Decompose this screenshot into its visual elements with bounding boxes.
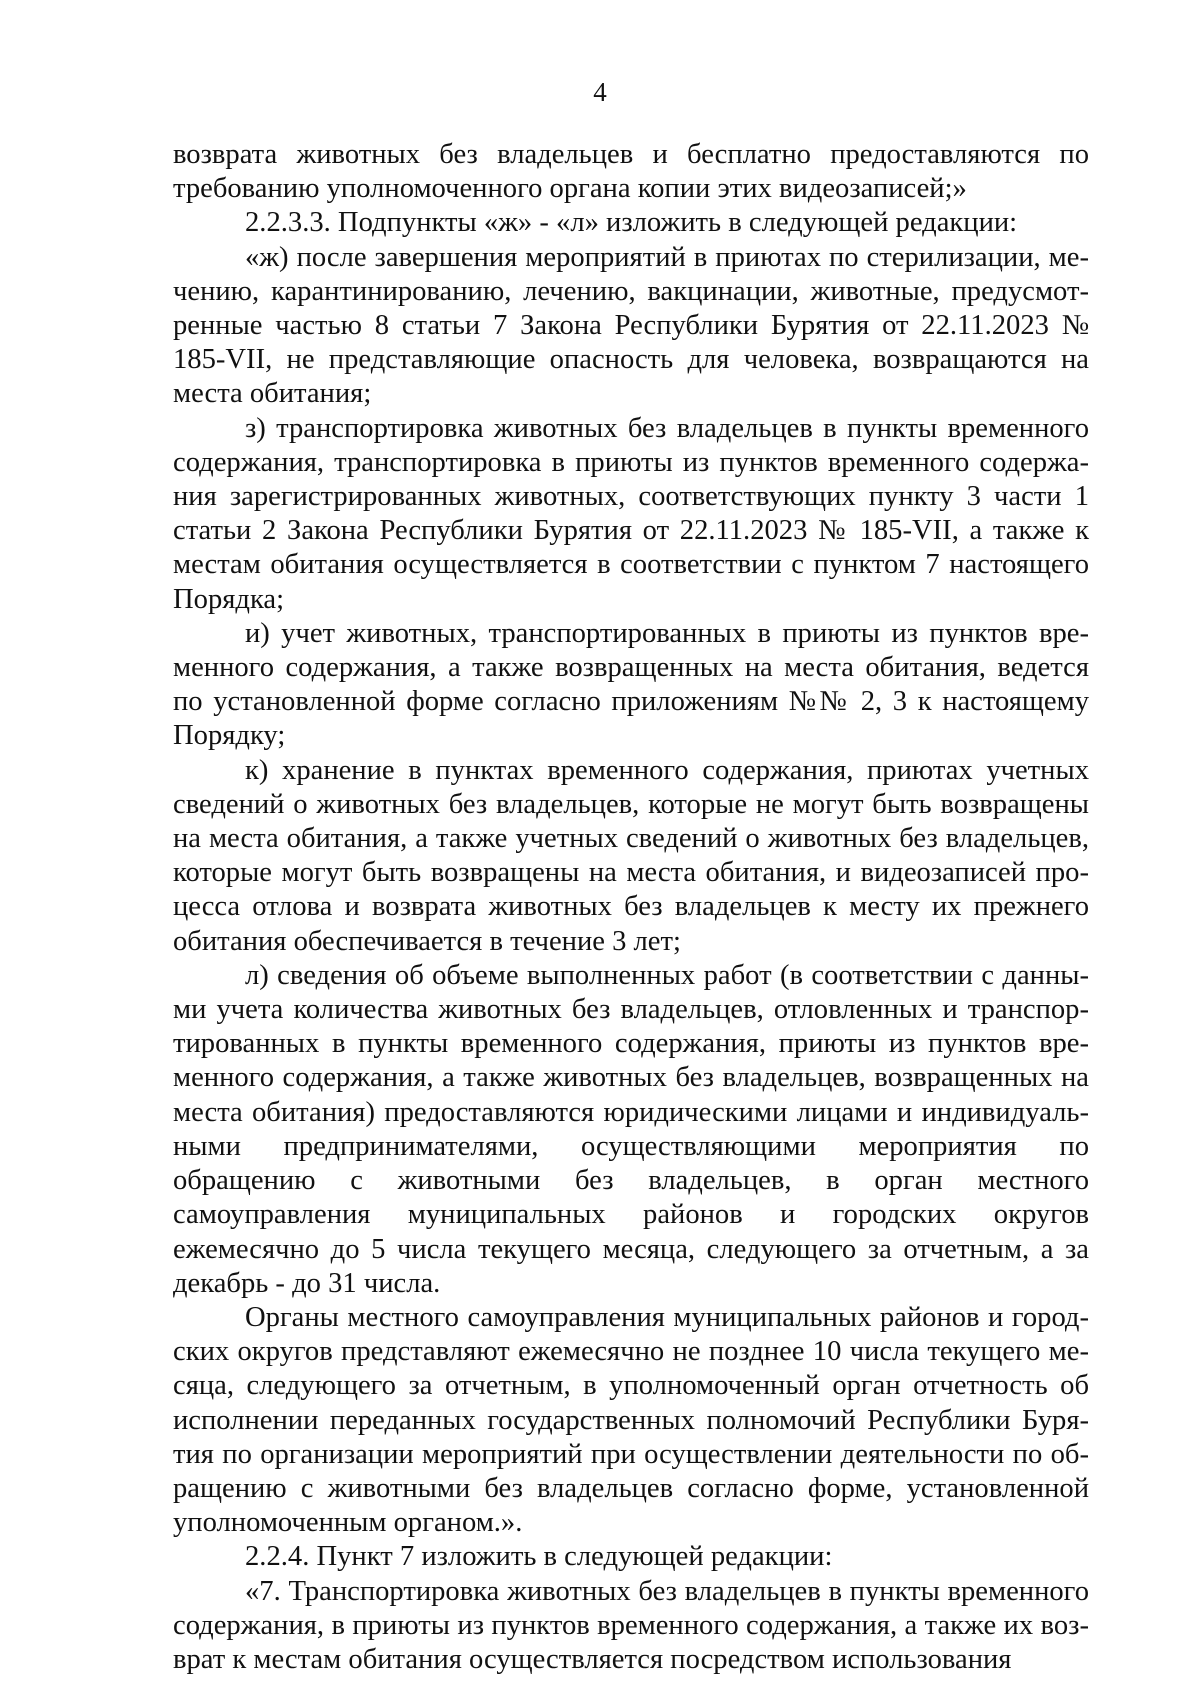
paragraph: 2.2.3.3. Подпункты «ж» - «л» изложить в следующей редакции: bbox=[245, 207, 1018, 239]
paragraph: з) транспортировка животных без владельцев в пункты временного содержания, транспортировка в приюты из пунктов временного содержания зарегистрированных животных, соответствующих пункту 3 части 1 статьи 2 Закона Республики Бурятия от 22.11.2023 № 185-VII, а также к местам обитания осуществляется в соответствии с пунктом 7 настоящего Порядка; bbox=[173, 412, 1089, 615]
paragraph: Органы местного самоуправления муниципальных районов и городских округов представляют ежемесячно не позднее 10 числа текущего месяца, следующего за отчетным, в уполномоченный орган отчетность об исполнении переданных государственных полномочий Республики Бурятия по организации мероприятий при осуществлении деятельности по обращению с животными без владельцев согласно форме, установленной уполномоченным органом.». bbox=[173, 1301, 1089, 1539]
document-body bbox=[173, 138, 1089, 1677]
paragraph: «7. Транспортировка животных без владельцев в пункты временного содержания, в приюты из пунктов временного содержания, а также их возврат к местам обитания осуществляется посредством использования bbox=[173, 1575, 1089, 1675]
paragraph: 2.2.4. Пункт 7 изложить в следующей редакции: bbox=[245, 1541, 833, 1573]
paragraph: л) сведения об объеме выполненных работ (в соответствии с данными учета количества животных без владельцев, отловленных и транспортированных в пункты временного содержания, приюты из пунктов временного содержания, а также животных без владельцев, возвращенных на места обитания) предоставляются юридическими лицами и индивидуальными предпринимателями, осуществляющими мероприятия по обращению с животными без владельцев, в орган местного самоуправления муниципальных районов и городских округов ежемесячно до 5 числа текущего месяца, следующего за отчетным, а за декабрь - до 31 числа. bbox=[173, 959, 1089, 1299]
paragraph: и) учет животных, транспортированных в приюты из пунктов временного содержания, а также возвращенных на места обитания, ведется по установленной форме согласно приложениям №№ 2, 3 к настоящему Порядку; bbox=[173, 617, 1089, 752]
paragraph: к) хранение в пунктах временного содержания, приютах учетных сведений о животных без владельцев, которые не могут быть возвращены на места обитания, а также учетных сведений о животных без владельцев, которые могут быть возвращены на места обитания, и видеозаписей процесса отлова и возврата животных без владельцев к месту их прежнего обитания обеспечивается в течение 3 лет; bbox=[173, 754, 1089, 957]
paragraph: «ж) после завершения мероприятий в приютах по стерилизации, мечению, карантинированию, лечению, вакцинации, животные, предусмотренные частью 8 статьи 7 Закона Республики Бурятия от 22.11.2023 № 185-VII, не представляющие опасность для человека, возвращаются на места обитания; bbox=[173, 241, 1089, 410]
paragraph: возврата животных без владельцев и бесплатно предоставляются по требованию уполномоченного органа копии этих видеозаписей;» bbox=[173, 139, 1089, 205]
page-number: 4 bbox=[593, 77, 607, 107]
